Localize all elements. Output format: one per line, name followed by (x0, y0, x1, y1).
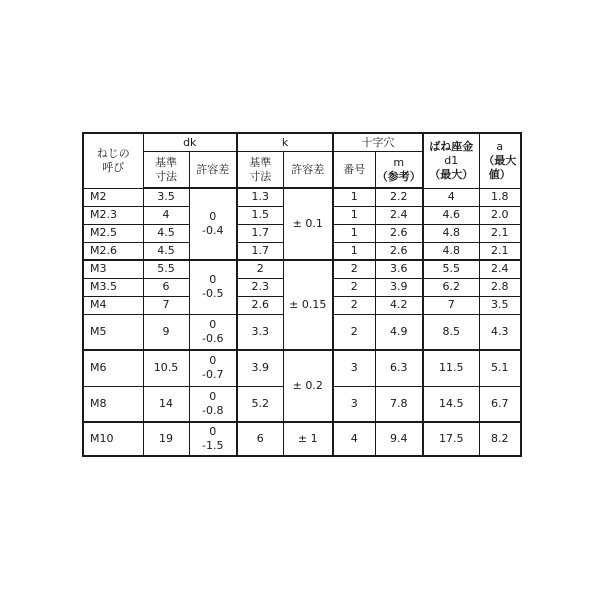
dk-tolerance: 0 -1.5 (189, 422, 237, 456)
recess-number: 2 (333, 296, 375, 314)
screw-dimension-table (82, 132, 522, 457)
recess-number: 1 (333, 188, 375, 206)
recess-m: 3.9 (375, 278, 423, 296)
table-row (83, 350, 521, 386)
washer-d1: 11.5 (423, 350, 479, 386)
a-max: 2.4 (479, 260, 521, 278)
dk-tolerance: 0 -0.4 (189, 188, 237, 260)
dk-basic: 4 (143, 206, 189, 224)
header-dk-basic: 基準 寸法 (143, 152, 189, 189)
header-dk: dk (143, 133, 237, 152)
a-max: 2.1 (479, 242, 521, 260)
washer-d1: 8.5 (423, 314, 479, 350)
recess-m: 2.6 (375, 224, 423, 242)
dk-basic: 14 (143, 386, 189, 422)
header-recess-number: 番号 (333, 152, 375, 189)
k-basic: 1.7 (237, 242, 283, 260)
dk-basic: 4.5 (143, 242, 189, 260)
recess-m: 9.4 (375, 422, 423, 456)
a-max: 6.7 (479, 386, 521, 422)
recess-m: 2.6 (375, 242, 423, 260)
header-k: k (237, 133, 333, 152)
k-basic: 1.3 (237, 188, 283, 206)
thread-size: M8 (83, 386, 143, 422)
recess-number: 1 (333, 242, 375, 260)
header-a-max: a （最大値） (479, 133, 521, 188)
thread-size: M3.5 (83, 278, 143, 296)
thread-size: M5 (83, 314, 143, 350)
recess-m: 7.8 (375, 386, 423, 422)
washer-d1: 4.8 (423, 242, 479, 260)
thread-size: M2.6 (83, 242, 143, 260)
dk-tolerance: 0 -0.7 (189, 350, 237, 386)
a-max: 1.8 (479, 188, 521, 206)
dk-tolerance: 0 -0.8 (189, 386, 237, 422)
dk-basic: 9 (143, 314, 189, 350)
recess-m: 6.3 (375, 350, 423, 386)
k-basic: 2 (237, 260, 283, 278)
thread-size: M2 (83, 188, 143, 206)
washer-d1: 4.6 (423, 206, 479, 224)
k-basic: 3.9 (237, 350, 283, 386)
k-tolerance: ± 0.1 (283, 188, 333, 260)
recess-m: 3.6 (375, 260, 423, 278)
dk-basic: 4.5 (143, 224, 189, 242)
thread-size: M6 (83, 350, 143, 386)
thread-size: M2.3 (83, 206, 143, 224)
recess-number: 1 (333, 206, 375, 224)
dk-tolerance: 0 -0.6 (189, 314, 237, 350)
washer-d1: 4.8 (423, 224, 479, 242)
k-tolerance: ± 1 (283, 422, 333, 456)
washer-d1: 4 (423, 188, 479, 206)
a-max: 4.3 (479, 314, 521, 350)
a-max: 2.1 (479, 224, 521, 242)
header-recess-m: m （参考） (375, 152, 423, 189)
k-basic: 6 (237, 422, 283, 456)
recess-m: 4.2 (375, 296, 423, 314)
a-max: 2.0 (479, 206, 521, 224)
dk-tolerance: 0 -0.5 (189, 260, 237, 314)
k-basic: 1.7 (237, 224, 283, 242)
thread-size: M3 (83, 260, 143, 278)
dk-basic: 7 (143, 296, 189, 314)
header-cross-recess: 十字穴 (333, 133, 423, 152)
dk-basic: 5.5 (143, 260, 189, 278)
k-basic: 2.3 (237, 278, 283, 296)
washer-d1: 7 (423, 296, 479, 314)
header-thread-size: ねじの 呼び (83, 133, 143, 188)
header-k-tolerance: 許容差 (283, 152, 333, 189)
k-basic: 1.5 (237, 206, 283, 224)
recess-number: 3 (333, 350, 375, 386)
header-dk-tolerance: 許容差 (189, 152, 237, 189)
a-max: 5.1 (479, 350, 521, 386)
washer-d1: 17.5 (423, 422, 479, 456)
dk-basic: 10.5 (143, 350, 189, 386)
recess-m: 2.4 (375, 206, 423, 224)
thread-size: M2.5 (83, 224, 143, 242)
washer-d1: 6.2 (423, 278, 479, 296)
a-max: 3.5 (479, 296, 521, 314)
recess-m: 2.2 (375, 188, 423, 206)
header-washer-d1: ばね座金 d1 （最大） (423, 133, 479, 188)
table-row (83, 188, 521, 206)
recess-number: 4 (333, 422, 375, 456)
thread-size: M4 (83, 296, 143, 314)
dk-basic: 19 (143, 422, 189, 456)
header-k-basic: 基準 寸法 (237, 152, 283, 189)
k-basic: 2.6 (237, 296, 283, 314)
k-basic: 5.2 (237, 386, 283, 422)
recess-number: 2 (333, 260, 375, 278)
a-max: 8.2 (479, 422, 521, 456)
dk-basic: 3.5 (143, 188, 189, 206)
recess-number: 3 (333, 386, 375, 422)
washer-d1: 5.5 (423, 260, 479, 278)
dk-basic: 6 (143, 278, 189, 296)
thread-size: M10 (83, 422, 143, 456)
table-row (83, 260, 521, 278)
recess-number: 1 (333, 224, 375, 242)
table-row (83, 422, 521, 456)
k-tolerance: ± 0.15 (283, 260, 333, 350)
a-max: 2.8 (479, 278, 521, 296)
recess-number: 2 (333, 278, 375, 296)
recess-number: 2 (333, 314, 375, 350)
recess-m: 4.9 (375, 314, 423, 350)
k-basic: 3.3 (237, 314, 283, 350)
washer-d1: 14.5 (423, 386, 479, 422)
k-tolerance: ± 0.2 (283, 350, 333, 422)
